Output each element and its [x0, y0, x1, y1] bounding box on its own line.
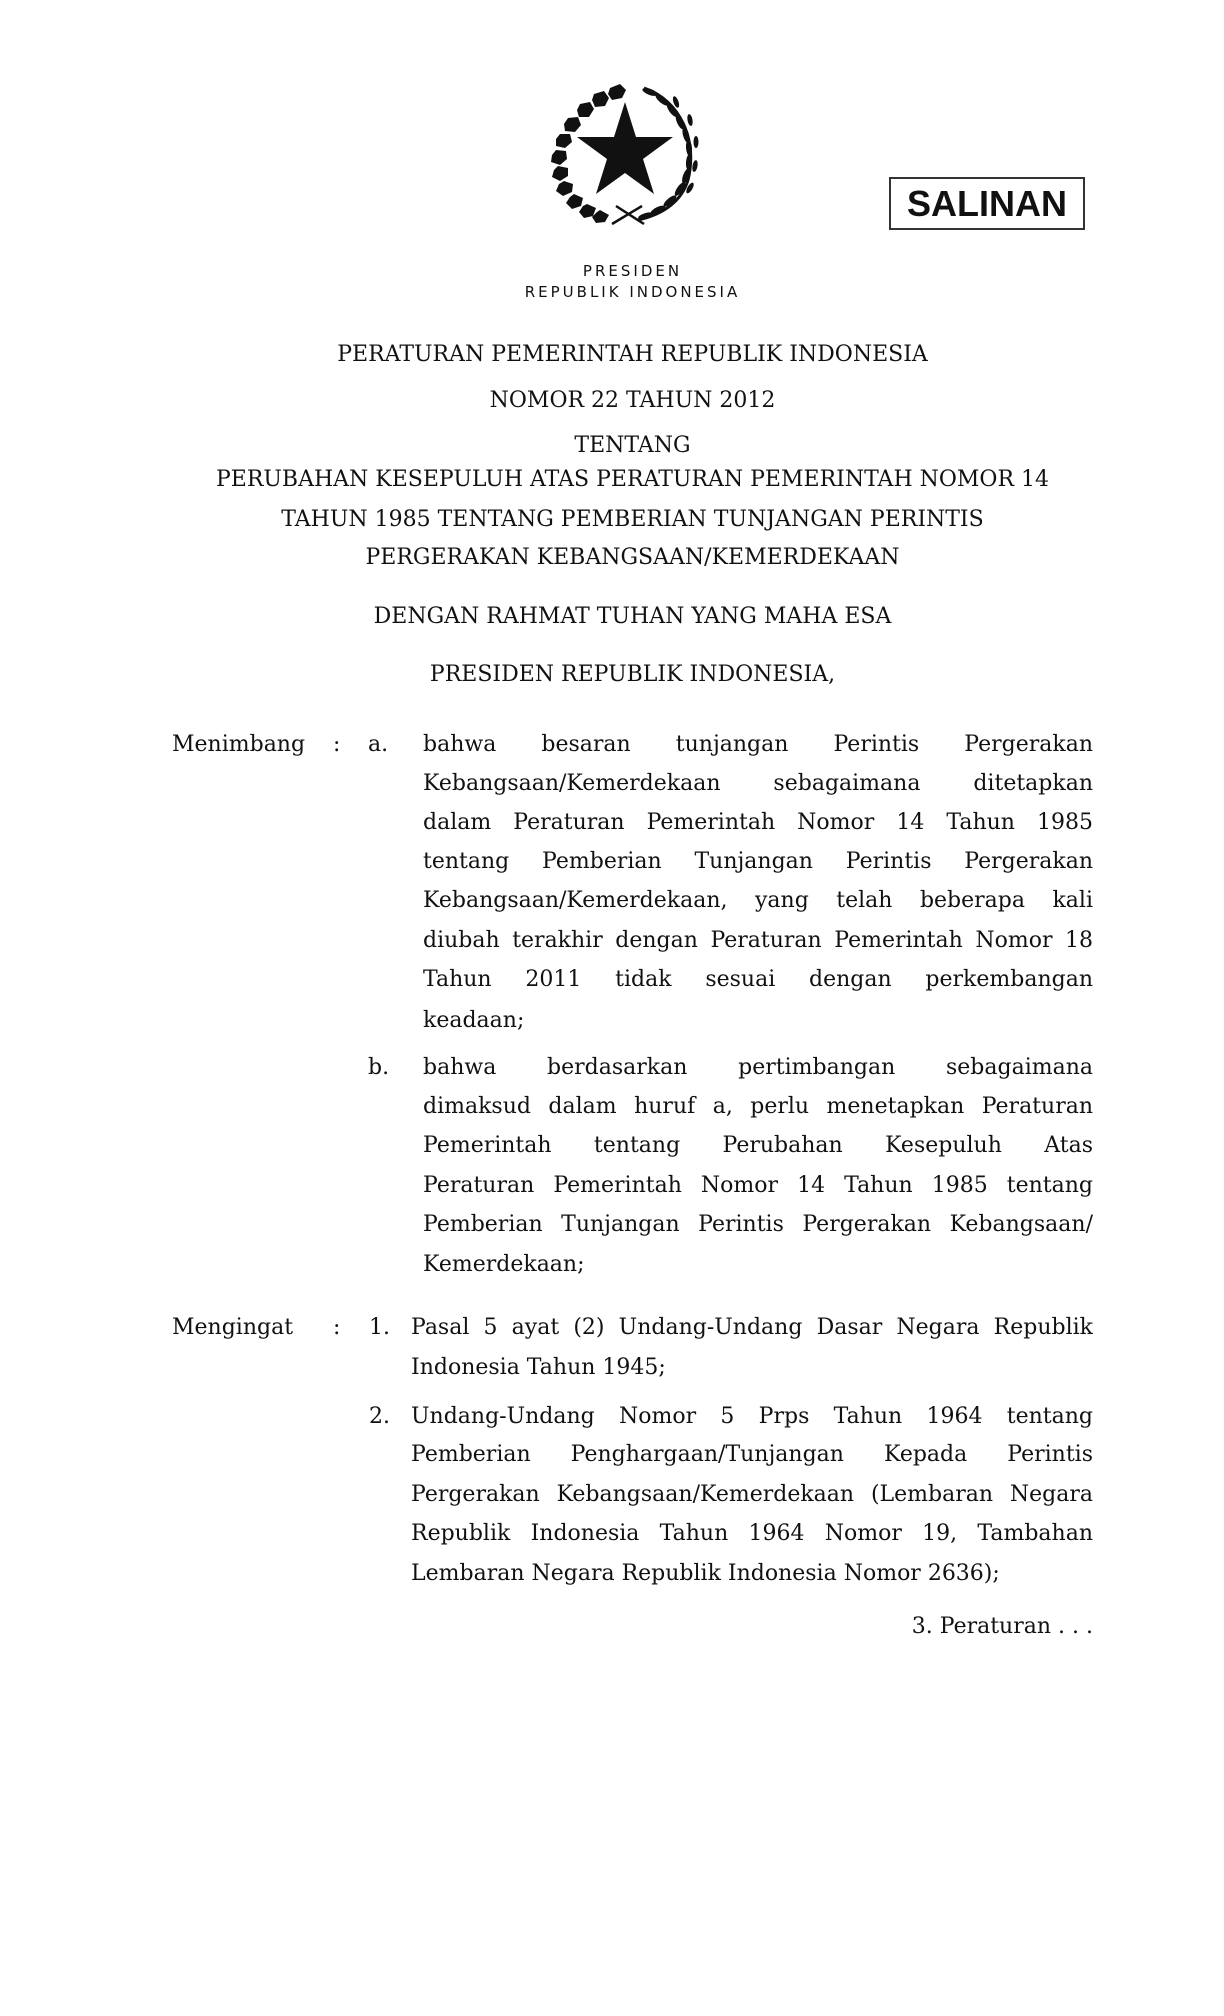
menimbang-a-line: dalam Peraturan Pemerintah Nomor 14 Tahun 1985 [423, 810, 1093, 835]
tentang-heading: TENTANG [574, 433, 691, 458]
menimbang-a-line: Kebangsaan/Kemerdekaan sebagaimana ditetapkan [423, 771, 1093, 796]
mengingat-1-line: Indonesia Tahun 1945; [411, 1355, 666, 1380]
seal-caption-republik: REPUBLIK INDONESIA [524, 283, 741, 301]
menimbang-colon: : [333, 732, 341, 757]
menimbang-label: Menimbang [172, 732, 306, 757]
mengingat-2-line: Undang-Undang Nomor 5 Prps Tahun 1964 tentang [411, 1404, 1093, 1429]
salinan-stamp: SALINAN [889, 177, 1085, 230]
menimbang-a-line: Tahun 2011 tidak sesuai dengan perkembangan [423, 967, 1093, 992]
menimbang-a-line: keadaan; [423, 1008, 525, 1033]
regulation-number: NOMOR 22 TAHUN 2012 [489, 388, 776, 413]
menimbang-a-line: diubah terakhir dengan Peraturan Pemerintah Nomor 18 [423, 928, 1093, 953]
item-marker-b: b. [368, 1055, 390, 1080]
subject-line-2: TAHUN 1985 TENTANG PEMBERIAN TUNJANGAN PERINTIS [281, 507, 984, 532]
mengingat-2-line: Lembaran Negara Republik Indonesia Nomor 2636); [411, 1561, 1000, 1586]
presidential-seal-icon [550, 80, 700, 226]
subject-line-1: PERUBAHAN KESEPULUH ATAS PERATURAN PEMERINTAH NOMOR 14 [215, 467, 1050, 492]
menimbang-a-line: tentang Pemberian Tunjangan Perintis Pergerakan [423, 849, 1093, 874]
item-marker-1: 1. [369, 1315, 390, 1340]
subject-line-3: PERGERAKAN KEBANGSAAN/KEMERDEKAAN [365, 545, 900, 570]
menimbang-a-line: bahwa besaran tunjangan Perintis Pergerakan [423, 732, 1093, 757]
menimbang-b-line: Kemerdekaan; [423, 1252, 585, 1277]
mengingat-label: Mengingat [172, 1315, 294, 1340]
mengingat-2-line: Pemberian Penghargaan/Tunjangan Kepada Perintis [411, 1442, 1093, 1467]
item-marker-a: a. [368, 732, 389, 757]
regulation-title: PERATURAN PEMERINTAH REPUBLIK INDONESIA [337, 342, 928, 367]
seal-caption-presiden: PRESIDEN [582, 262, 683, 280]
menimbang-b-line: bahwa berdasarkan pertimbangan sebagaimana [423, 1055, 1093, 1080]
mengingat-1-line: Pasal 5 ayat (2) Undang-Undang Dasar Negara Republik [411, 1315, 1093, 1340]
enactor: PRESIDEN REPUBLIK INDONESIA, [429, 662, 836, 687]
mengingat-2-line: Republik Indonesia Tahun 1964 Nomor 19, Tambahan [411, 1521, 1093, 1546]
menimbang-a-line: Kebangsaan/Kemerdekaan, yang telah beberapa kali [423, 888, 1093, 913]
menimbang-b-line: Pemerintah tentang Perubahan Kesepuluh Atas [423, 1133, 1093, 1158]
menimbang-b-line: dimaksud dalam huruf a, perlu menetapkan Peraturan [423, 1094, 1093, 1119]
menimbang-b-line: Peraturan Pemerintah Nomor 14 Tahun 1985 tentang [423, 1173, 1093, 1198]
menimbang-b-line: Pemberian Tunjangan Perintis Pergerakan Kebangsaan/ [423, 1212, 1093, 1237]
mengingat-colon: : [333, 1315, 341, 1340]
mengingat-2-line: Pergerakan Kebangsaan/Kemerdekaan (Lembaran Negara [411, 1482, 1093, 1507]
item-marker-2: 2. [369, 1404, 390, 1429]
page-continuation: 3. Peraturan . . . [911, 1614, 1093, 1639]
invocation: DENGAN RAHMAT TUHAN YANG MAHA ESA [373, 604, 892, 629]
